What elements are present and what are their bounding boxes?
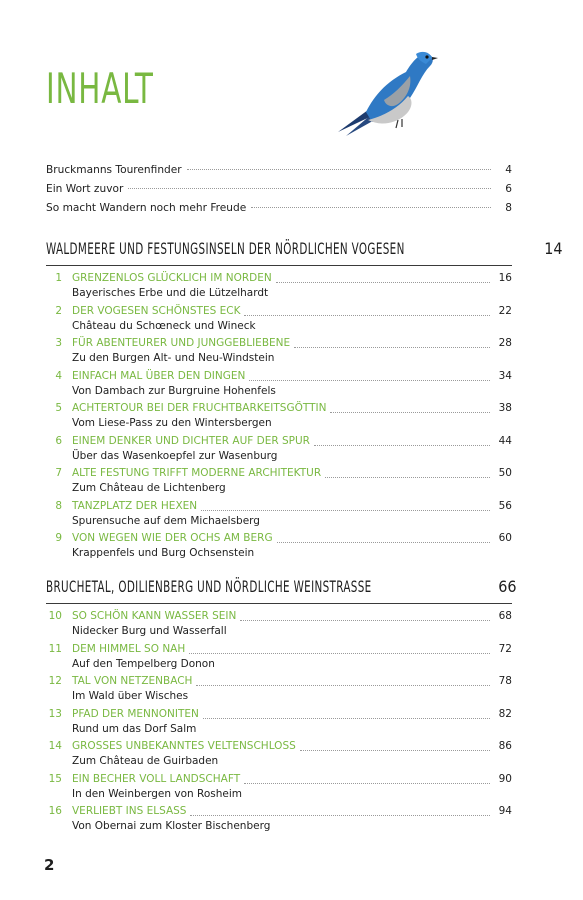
tour-page: 38 [498,402,512,414]
page-number: 2 [44,856,55,874]
section-rule [46,603,512,604]
tour-entry[interactable] [46,370,512,403]
dotted-leader [189,653,490,654]
tour-entry[interactable] [46,610,512,643]
dotted-leader [190,815,490,816]
tour-subtitle: Rund um das Dorf Salm [72,722,197,735]
tour-subtitle: Krappenfels und Burg Ochsenstein [72,547,255,559]
tour-number: 13 [48,707,62,720]
tour-subtitle: Château du Schœneck und Wineck [72,319,256,332]
dotted-leader [244,783,490,784]
tour-page: 60 [498,532,512,544]
tour-title: DER VOGESEN SCHÖNSTES ECK [72,304,241,317]
dotted-leader [128,188,491,189]
intro-entry-label: So macht Wandern noch mehr Freude [46,202,247,214]
section-1 [46,239,563,565]
dotted-leader [240,620,490,621]
dotted-leader [244,315,490,316]
tour-title: EINFACH MAL ÜBER DEN DINGEN [72,369,246,382]
tour-subtitle: Von Dambach zur Burgruine Hohenfels [72,384,276,397]
tour-title: VON WEGEN WIE DER OCHS AM BERG [72,532,273,544]
tour-number: 4 [55,369,62,382]
intro-entry-label: Ein Wort zuvor [46,183,124,195]
dotted-leader [196,685,490,686]
dotted-leader [294,347,490,348]
intro-entry-page: 4 [505,164,512,176]
dotted-leader [330,412,490,413]
intro-entry-label: Bruckmanns Tourenfinder [46,164,182,176]
tour-entry[interactable] [46,467,512,500]
dotted-leader [325,477,490,478]
section-heading [46,239,563,261]
tour-entry[interactable] [46,402,512,435]
tour-title: EIN BECHER VOLL LANDSCHAFT [72,772,241,785]
tour-subtitle: Zum Château de Lichtenberg [72,482,226,494]
tour-subtitle: Zum Château de Guirbaden [72,755,219,767]
tour-page: 28 [498,337,512,349]
section-rule [46,265,512,266]
dotted-leader [276,282,490,283]
tour-page: 90 [498,772,512,785]
tour-page: 56 [498,499,512,512]
tour-subtitle: Bayerisches Erbe und die Lützelhardt [72,287,269,299]
tour-entry[interactable] [46,435,512,468]
tour-number: 3 [55,337,62,349]
tour-entry[interactable] [46,805,512,838]
tour-title: FÜR ABENTEURER UND JUNGGEBLIEBENE [72,337,291,349]
tour-number: 5 [55,402,62,414]
tour-subtitle: Auf den Tempelberg Donon [72,657,215,670]
tour-page: 86 [498,740,512,752]
tour-page: 78 [498,675,512,687]
tour-number: 15 [48,772,62,785]
tour-number: 11 [48,642,62,655]
dotted-leader [251,207,491,208]
intro-entry-page: 8 [505,202,512,214]
tour-entry[interactable] [46,305,512,338]
tour-title: SO SCHÖN KANN WASSER SEIN [72,610,237,622]
dotted-leader [203,718,490,719]
section-page: 14 [544,239,563,258]
tour-entry[interactable] [46,773,512,806]
tour-page: 16 [498,272,512,284]
tour-title: VERLIEBT INS ELSASS [72,805,187,817]
tour-number: 6 [55,434,62,447]
tour-entry[interactable] [46,272,512,305]
tour-entry[interactable] [46,337,512,370]
tour-number: 12 [48,675,62,687]
tour-title: ACHTERTOUR BEI DER FRUCHTBARKEITSGÖTTIN [72,402,327,414]
intro-entry[interactable] [46,164,512,183]
dotted-leader [187,169,491,170]
page-title: INHALT [46,64,154,113]
dotted-leader [300,750,490,751]
section-title: WALDMEERE UND FESTUNGSINSELN DER NÖRDLICHEN VOGESEN [46,239,405,258]
tour-entry[interactable] [46,643,512,676]
tour-subtitle: Nidecker Burg und Wasserfall [72,625,227,637]
tour-number: 9 [55,532,62,544]
tour-entry[interactable] [46,500,512,533]
tour-subtitle: In den Weinbergen von Rosheim [72,787,242,800]
section-title: BRUCHETAL, ODILIENBERG UND NÖRDLICHE WEINSTRASSE [46,577,372,596]
tour-page: 34 [498,369,512,382]
swallow-bird-icon [328,40,438,140]
tour-title: GROSSES UNBEKANNTES VELTENSCHLOSS [72,740,296,752]
tour-number: 14 [48,740,62,752]
tour-title: GRENZENLOS GLÜCKLICH IM NORDEN [72,272,272,284]
dotted-leader [249,380,490,381]
tour-title: TANZPLATZ DER HEXEN [72,499,198,512]
tour-number: 8 [55,499,62,512]
tour-number: 2 [55,304,62,317]
tour-number: 16 [48,805,62,817]
tour-title: PFAD DER MENNONITEN [72,707,199,720]
tour-title: TAL VON NETZENBACH [72,675,193,687]
tour-page: 72 [498,642,512,655]
dotted-leader [201,510,490,511]
tour-number: 10 [48,610,62,622]
tour-entry[interactable] [46,532,512,565]
tour-entry[interactable] [46,740,512,773]
tour-number: 1 [55,272,62,284]
dotted-leader [314,445,490,446]
tour-page: 82 [498,707,512,720]
section-page: 66 [498,577,517,596]
intro-entry-page: 6 [505,183,512,195]
section-heading [46,577,517,599]
intro-entry[interactable] [46,183,512,202]
intro-list [46,164,512,221]
tour-subtitle: Von Obernai zum Kloster Bischenberg [72,820,271,832]
tour-number: 7 [55,467,62,479]
tour-page: 68 [498,610,512,622]
tour-subtitle: Über das Wasenkoepfel zur Wasenburg [72,449,278,462]
tour-title: ALTE FESTUNG TRIFFT MODERNE ARCHITEKTUR [72,467,322,479]
tour-entry[interactable] [46,708,512,741]
tour-entry[interactable] [46,675,512,708]
tour-title: DEM HIMMEL SO NAH [72,642,186,655]
tour-subtitle: Spurensuche auf dem Michaelsberg [72,514,260,527]
tour-page: 44 [498,434,512,447]
tour-page: 50 [498,467,512,479]
dotted-leader [277,542,490,543]
tour-subtitle: Vom Liese-Pass zu den Wintersbergen [72,417,272,429]
tour-subtitle: Im Wald über Wisches [72,690,189,702]
tour-title: EINEM DENKER UND DICHTER AUF DER SPUR [72,434,310,447]
tour-subtitle: Zu den Burgen Alt- und Neu-Windstein [72,352,275,364]
tour-page: 94 [498,805,512,817]
intro-entry[interactable] [46,202,512,221]
tour-page: 22 [498,304,512,317]
section-2 [46,577,517,838]
